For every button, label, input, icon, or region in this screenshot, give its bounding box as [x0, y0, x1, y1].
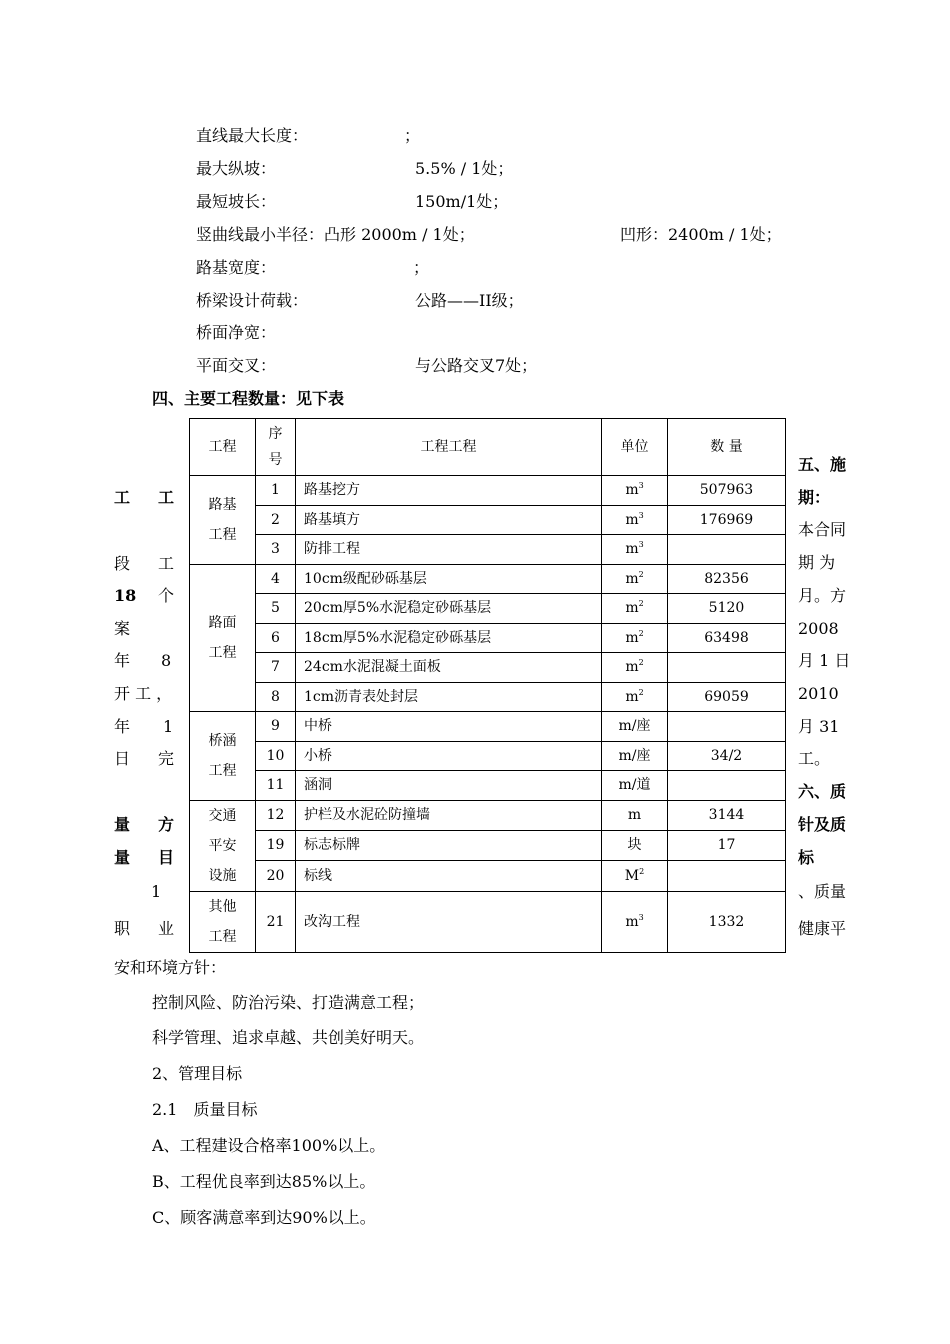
- left-frag: 年: [114, 717, 131, 736]
- left-frag: 目: [158, 848, 175, 867]
- qty-cell: [668, 535, 786, 565]
- table-row: [190, 653, 786, 683]
- goal-line: C、顾客满意率到达90%以上。: [152, 1208, 376, 1227]
- right-frag: 六、质: [798, 782, 847, 801]
- header-qty: 数 量: [668, 419, 786, 476]
- spec-value-crossing: 与公路交叉7处；: [415, 356, 538, 375]
- left-frag: 量: [114, 815, 131, 834]
- unit-cell: 块: [602, 830, 668, 860]
- item-cell: 护栏及水泥砼防撞墙: [296, 800, 602, 830]
- seq-cell: 6: [256, 623, 296, 653]
- left-frag: 开 工 ，: [114, 684, 173, 703]
- policy-line: 科学管理、追求卓越、共创美好明天。: [152, 1028, 425, 1047]
- left-frag: 18: [114, 586, 137, 605]
- seq-cell: 20: [256, 861, 296, 891]
- unit-cell: $m^2$: [602, 653, 668, 683]
- category-cell: 交通 平安 设施: [190, 800, 256, 891]
- table-row: [190, 682, 786, 712]
- item-cell: 24cm水泥混凝土面板: [296, 653, 602, 683]
- left-frag: 职: [114, 919, 131, 938]
- right-frag: 2010: [798, 684, 839, 703]
- quantities-table: [189, 418, 786, 953]
- left-frag: 1: [163, 717, 174, 736]
- seq-cell: 7: [256, 653, 296, 683]
- left-frag: 段: [114, 554, 131, 573]
- item-cell: 标志标牌: [296, 830, 602, 860]
- seq-cell: 8: [256, 682, 296, 712]
- seq-cell: 9: [256, 712, 296, 742]
- left-frag: 年: [114, 651, 131, 670]
- qty-cell: [668, 861, 786, 891]
- left-frag: 工: [114, 488, 131, 507]
- header-seq: 序 号: [256, 419, 296, 476]
- table-row: [190, 861, 786, 891]
- table-row: [190, 594, 786, 624]
- right-frag: 月 1 日: [798, 651, 851, 670]
- left-frag: 工: [158, 554, 175, 573]
- item-cell: 路基挖方: [296, 476, 602, 506]
- category-cell: 路面 工程: [190, 564, 256, 712]
- right-frag: 工。: [798, 749, 831, 768]
- table-row: [190, 741, 786, 771]
- category-cell: 桥涵 工程: [190, 712, 256, 801]
- seq-cell: 3: [256, 535, 296, 565]
- unit-cell: $m^2$: [602, 623, 668, 653]
- item-cell: 改沟工程: [296, 891, 602, 952]
- spec-value-min-slope: 150m/1处；: [415, 192, 509, 211]
- unit-cell: m/道: [602, 771, 668, 801]
- right-frag: 月 31: [798, 717, 840, 736]
- right-frag: 2008: [798, 619, 839, 638]
- left-frag: 个: [158, 586, 175, 605]
- qty-cell: 1332: [668, 891, 786, 952]
- left-frag: 量: [114, 848, 131, 867]
- spec-value-bridge-load: 公路——II级；: [415, 291, 524, 310]
- table-row: [190, 564, 786, 594]
- qty-cell: 507963: [668, 476, 786, 506]
- unit-cell: m: [602, 800, 668, 830]
- spec-value-vertical-curve: 凹形：2400m / 1处；: [620, 225, 782, 244]
- unit-cell: $m^2$: [602, 564, 668, 594]
- unit-cell: $m^2$: [602, 594, 668, 624]
- seq-cell: 1: [256, 476, 296, 506]
- header-unit: 单位: [602, 419, 668, 476]
- unit-cell: $m^3$: [602, 535, 668, 565]
- unit-cell: m/座: [602, 741, 668, 771]
- table-row: [190, 771, 786, 801]
- qty-cell: 3144: [668, 800, 786, 830]
- unit-cell: $m^2$: [602, 682, 668, 712]
- left-frag: 方: [158, 815, 175, 834]
- header-category: 工程: [190, 419, 256, 476]
- goal-line: A、工程建设合格率100%以上。: [152, 1136, 386, 1155]
- qty-cell: 5120: [668, 594, 786, 624]
- spec-label-vertical-curve: 竖曲线最小半径：凸形 2000m / 1处；: [196, 225, 475, 244]
- qty-cell: 34/2: [668, 741, 786, 771]
- unit-cell: $m^3$: [602, 891, 668, 952]
- seq-cell: 4: [256, 564, 296, 594]
- category-cell: 路基 工程: [190, 476, 256, 565]
- header-item: 工程工程: [296, 419, 602, 476]
- item-cell: 小桥: [296, 741, 602, 771]
- left-frag: 工: [158, 488, 175, 507]
- seq-cell: 19: [256, 830, 296, 860]
- goal-line: B、工程优良率到达85%以上。: [152, 1172, 376, 1191]
- left-frag: 业: [158, 919, 175, 938]
- qty-cell: 176969: [668, 505, 786, 535]
- item-cell: 路基填方: [296, 505, 602, 535]
- qty-cell: 63498: [668, 623, 786, 653]
- right-frag: 健康平: [798, 919, 847, 938]
- seq-cell: 11: [256, 771, 296, 801]
- spec-label-bridge-load: 桥梁设计荷载：: [196, 291, 309, 310]
- item-cell: 1cm沥青表处封层: [296, 682, 602, 712]
- table-row: [190, 712, 786, 742]
- right-frag: 期 为: [798, 553, 836, 572]
- category-cell: 其他 工程: [190, 891, 256, 952]
- item-cell: 中桥: [296, 712, 602, 742]
- qty-cell: 17: [668, 830, 786, 860]
- spec-label-max-straight: 直线最大长度：: [196, 126, 309, 145]
- subsection-heading: 2、管理目标: [152, 1064, 243, 1083]
- left-frag: 1: [151, 882, 162, 901]
- spec-value-max-straight: ；: [404, 126, 421, 145]
- right-frag: 期：: [798, 488, 831, 507]
- right-frag: 月。方: [798, 586, 847, 605]
- seq-cell: 21: [256, 891, 296, 952]
- seq-cell: 2: [256, 505, 296, 535]
- qty-cell: 69059: [668, 682, 786, 712]
- spec-label-crossing: 平面交叉：: [196, 356, 277, 375]
- item-cell: 10cm级配砂砾基层: [296, 564, 602, 594]
- table-row: [190, 476, 786, 506]
- policy-intro: 安和环境方针：: [114, 958, 227, 977]
- seq-cell: 5: [256, 594, 296, 624]
- qty-cell: [668, 712, 786, 742]
- unit-cell: $m^3$: [602, 476, 668, 506]
- subsection-heading: 2.1 质量目标: [152, 1100, 258, 1119]
- spec-value-max-grade: 5.5% / 1处；: [415, 159, 514, 178]
- spec-label-deck-width: 桥面净宽：: [196, 323, 277, 342]
- right-frag: 标: [798, 848, 815, 867]
- left-frag: 案: [114, 619, 131, 638]
- item-cell: 标线: [296, 861, 602, 891]
- item-cell: 20cm厚5%水泥稳定砂砾基层: [296, 594, 602, 624]
- spec-label-min-slope: 最短坡长：: [196, 192, 277, 211]
- item-cell: 涵洞: [296, 771, 602, 801]
- section-heading-quantities: 四、主要工程数量：见下表: [152, 389, 345, 408]
- unit-cell: $M^2$: [602, 861, 668, 891]
- right-frag: 针及质: [798, 815, 847, 834]
- unit-cell: m/座: [602, 712, 668, 742]
- table-row: [190, 830, 786, 860]
- right-frag: 、质量: [798, 882, 847, 901]
- spec-value-roadbed-width: ；: [413, 258, 430, 277]
- table-row: [190, 800, 786, 830]
- left-frag: 完: [158, 749, 175, 768]
- qty-cell: [668, 771, 786, 801]
- qty-cell: [668, 653, 786, 683]
- seq-cell: 12: [256, 800, 296, 830]
- table-row: [190, 623, 786, 653]
- item-cell: 18cm厚5%水泥稳定砂砾基层: [296, 623, 602, 653]
- qty-cell: 82356: [668, 564, 786, 594]
- right-frag: 五、施: [798, 455, 847, 474]
- unit-cell: $m^3$: [602, 505, 668, 535]
- item-cell: 防排工程: [296, 535, 602, 565]
- table-row: [190, 891, 786, 952]
- table-header-row: [190, 419, 786, 476]
- seq-cell: 10: [256, 741, 296, 771]
- policy-line: 控制风险、防治污染、打造满意工程；: [152, 993, 425, 1012]
- spec-label-max-grade: 最大纵坡：: [196, 159, 277, 178]
- left-frag: 8: [161, 651, 172, 670]
- table-row: [190, 505, 786, 535]
- table-row: [190, 535, 786, 565]
- left-frag: 日: [114, 749, 131, 768]
- right-frag: 本合同: [798, 520, 847, 539]
- spec-label-roadbed-width: 路基宽度：: [196, 258, 277, 277]
